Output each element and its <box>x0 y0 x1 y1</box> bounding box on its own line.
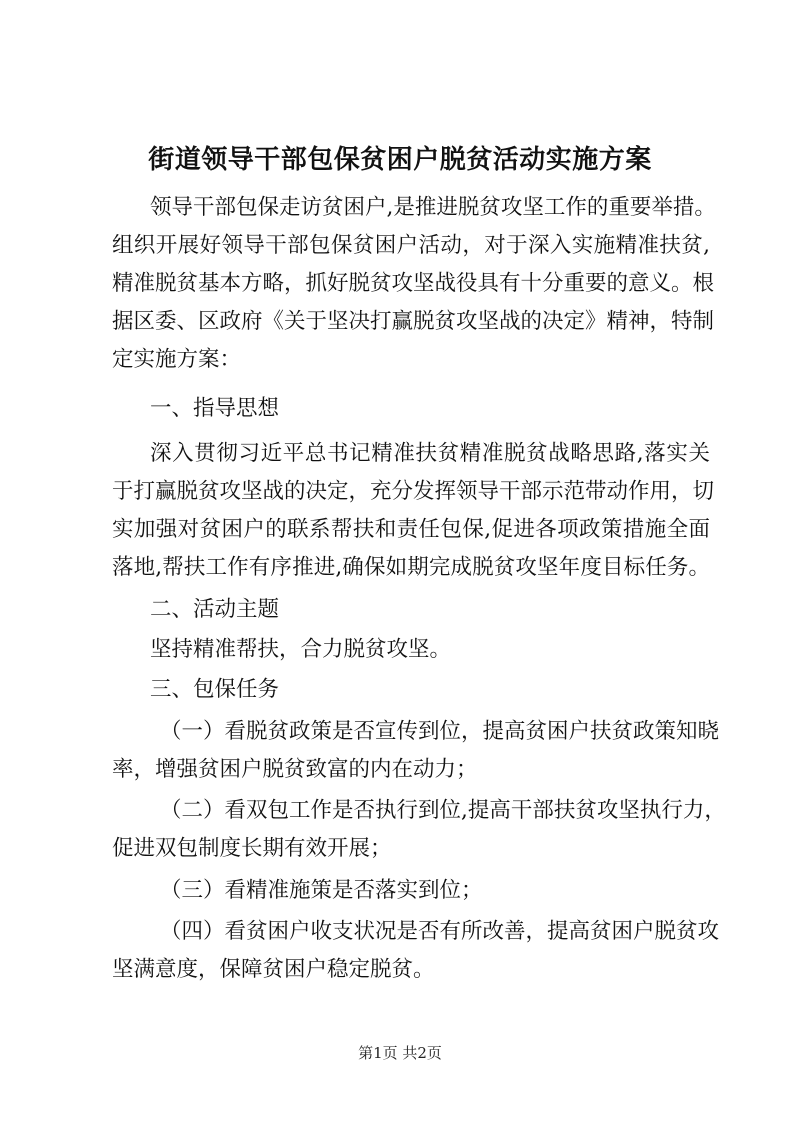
paragraph-line: 精准脱贫基本方略，抓好脱贫攻坚战役具有十分重要的意义。根 <box>112 271 715 296</box>
page-footer: 第1页 共2页 <box>358 1044 442 1062</box>
paragraph-line: 组织开展好领导干部包保贫困户活动，对于深入实施精准扶贫, <box>112 233 710 258</box>
section-heading: 一、指导思想 <box>150 396 280 421</box>
list-item-line: （三）看精准施策是否落实到位； <box>160 878 483 903</box>
list-item-line: 率，增强贫困户脱贫致富的内在动力； <box>112 757 478 782</box>
section-heading: 二、活动主题 <box>150 597 280 622</box>
list-item-line: （四）看贫困户收支状况是否有所改善，提高贫困户脱贫攻 <box>160 919 720 944</box>
document-title: 街道领导干部包保贫困户脱贫活动实施方案 <box>148 145 652 175</box>
paragraph-line: 定实施方案： <box>112 347 242 372</box>
list-item-line: （二）看双包工作是否执行到位,提高干部扶贫攻坚执行力， <box>160 798 726 823</box>
list-item-line: （一）看脱贫政策是否宣传到位，提高贫困户扶贫政策知晓 <box>160 719 720 744</box>
paragraph-line: 据区委、区政府《关于坚决打赢脱贫攻坚战的决定》精神，特制 <box>112 309 715 334</box>
paragraph-line: 领导干部包保走访贫困户,是推进脱贫攻坚工作的重要举措。 <box>150 195 716 220</box>
list-item-line: 促进双包制度长期有效开展； <box>112 836 392 861</box>
paragraph-line: 实加强对贫困户的联系帮扶和责任包保,促进各项政策措施全面 <box>112 517 710 542</box>
paragraph-line: 坚持精准帮扶，合力脱贫攻坚。 <box>150 637 452 662</box>
paragraph-line: 落地,帮扶工作有序推进,确保如期完成脱贫攻坚年度目标任务。 <box>112 555 710 580</box>
paragraph-line: 于打赢脱贫攻坚战的决定，充分发挥领导干部示范带动作用，切 <box>112 479 715 504</box>
list-item-line: 坚满意度，保障贫困户稳定脱贫。 <box>112 957 435 982</box>
section-heading: 三、包保任务 <box>150 677 280 702</box>
paragraph-line: 深入贯彻习近平总书记精准扶贫精准脱贫战略思路,落实关 <box>150 441 710 466</box>
